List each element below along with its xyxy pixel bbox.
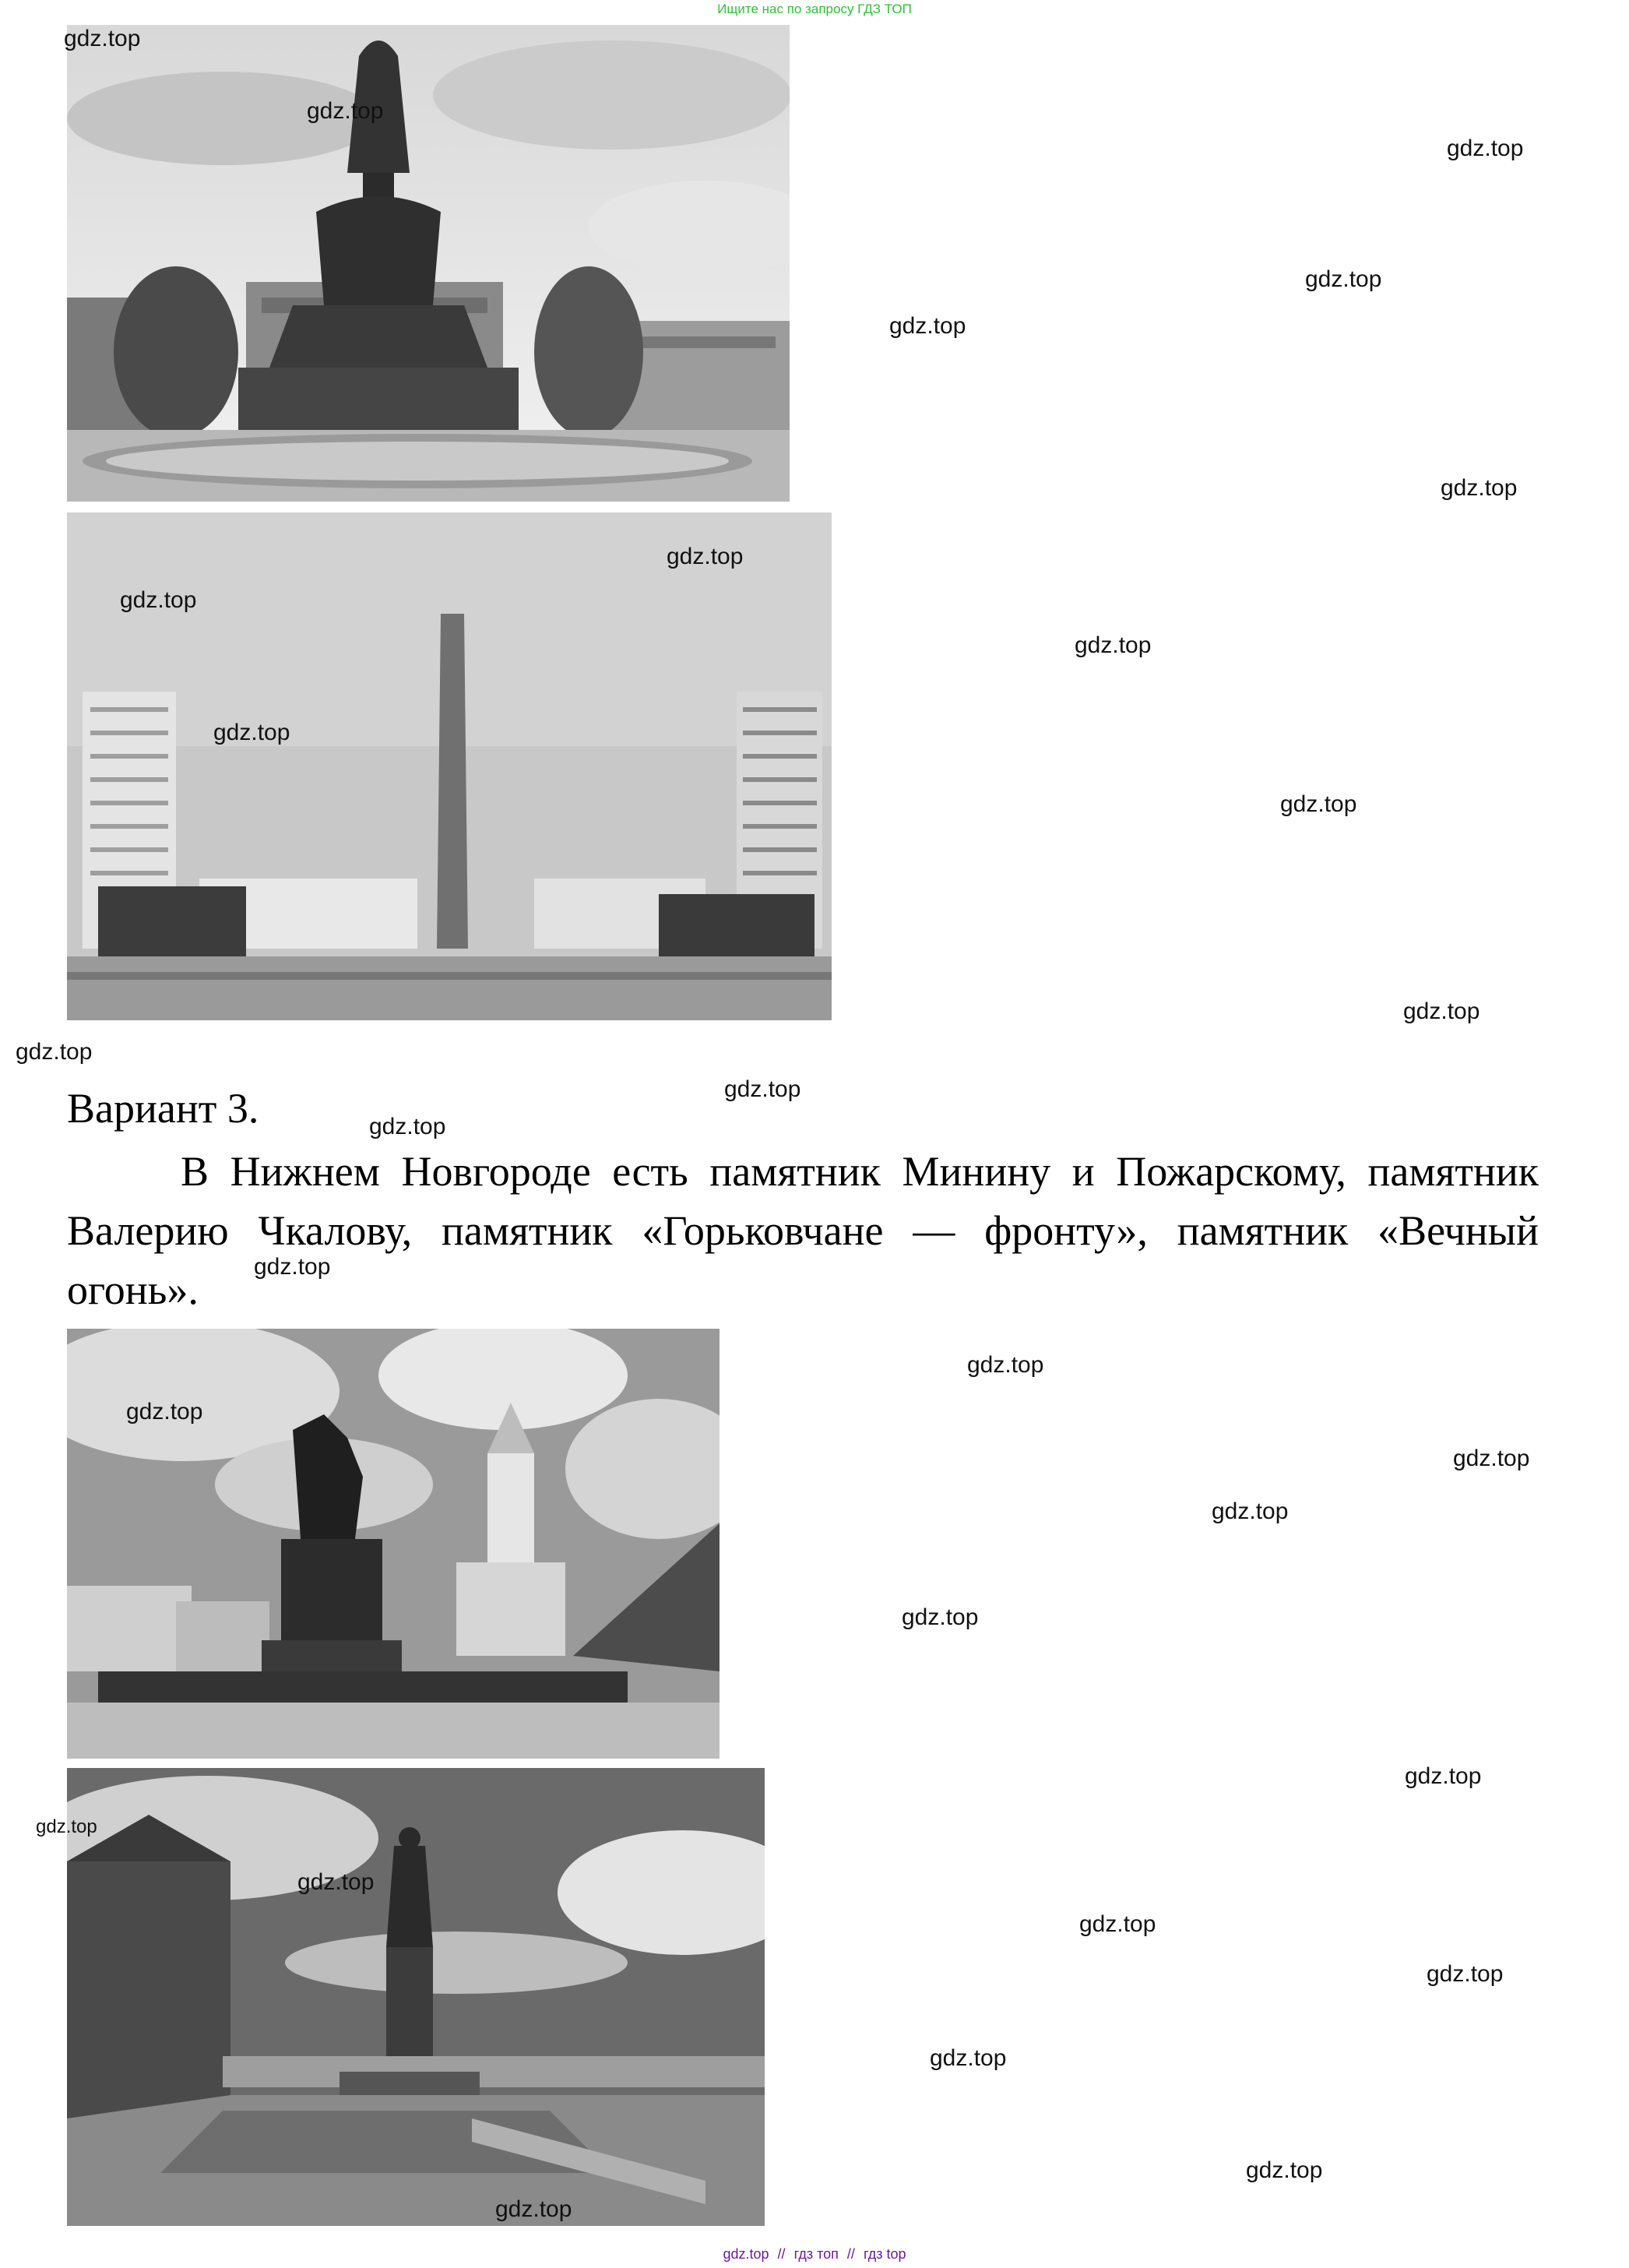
watermark: gdz.top bbox=[930, 2045, 1007, 2071]
watermark: gdz.top bbox=[213, 720, 290, 745]
variant-heading: Вариант 3. bbox=[67, 1085, 259, 1132]
watermark: gdz.top bbox=[667, 544, 744, 569]
watermark: gdz.top bbox=[967, 1352, 1044, 1378]
watermark: gdz.top bbox=[1453, 1446, 1530, 1471]
watermark: gdz.top bbox=[1246, 2157, 1323, 2183]
watermark: gdz.top bbox=[724, 1076, 801, 1102]
watermark: gdz.top bbox=[1280, 791, 1357, 817]
footer-link-1[interactable]: gdz.top bbox=[723, 2246, 769, 2262]
watermark: gdz.top bbox=[369, 1114, 446, 1139]
footer-link-3[interactable]: гдз top bbox=[863, 2246, 906, 2262]
watermark: gdz.top bbox=[307, 98, 384, 124]
watermark: gdz.top bbox=[64, 26, 141, 51]
top-banner[interactable]: Ищите нас по запросу ГДЗ ТОП bbox=[717, 2, 912, 16]
watermark: gdz.top bbox=[36, 1816, 97, 1837]
watermark: gdz.top bbox=[254, 1254, 331, 1280]
footer bbox=[0, 2246, 1629, 2263]
watermark: gdz.top bbox=[1405, 1763, 1482, 1789]
footer-link-2[interactable]: гдз топ bbox=[793, 2246, 839, 2262]
photo-chkalov-monument bbox=[67, 1768, 765, 2226]
body-paragraph: В Нижнем Новгороде есть памятник Минину и Пожарскому, памятник Валерию Чкалову, памятник «Горьковчане — фронту», памятник «Вечный огонь». bbox=[67, 1148, 1539, 1313]
footer-separator: // bbox=[777, 2246, 786, 2262]
watermark: gdz.top bbox=[126, 1399, 203, 1425]
watermark: gdz.top bbox=[1427, 1961, 1504, 1987]
watermark: gdz.top bbox=[1305, 266, 1382, 292]
photo-catherine-monument bbox=[67, 25, 790, 502]
photo-minin-pozharsky-monument bbox=[67, 1329, 720, 1759]
watermark: gdz.top bbox=[16, 1039, 93, 1065]
footer-separator: // bbox=[846, 2246, 855, 2262]
watermark: gdz.top bbox=[1079, 1911, 1156, 1937]
watermark: gdz.top bbox=[889, 313, 966, 339]
watermark: gdz.top bbox=[1075, 632, 1152, 658]
watermark: gdz.top bbox=[1447, 136, 1524, 161]
watermark: gdz.top bbox=[1403, 998, 1480, 1024]
watermark: gdz.top bbox=[495, 2196, 572, 2222]
watermark: gdz.top bbox=[120, 587, 197, 613]
watermark: gdz.top bbox=[1441, 475, 1518, 501]
watermark: gdz.top bbox=[1212, 1498, 1289, 1524]
watermark: gdz.top bbox=[902, 1604, 979, 1630]
watermark: gdz.top bbox=[297, 1869, 375, 1895]
